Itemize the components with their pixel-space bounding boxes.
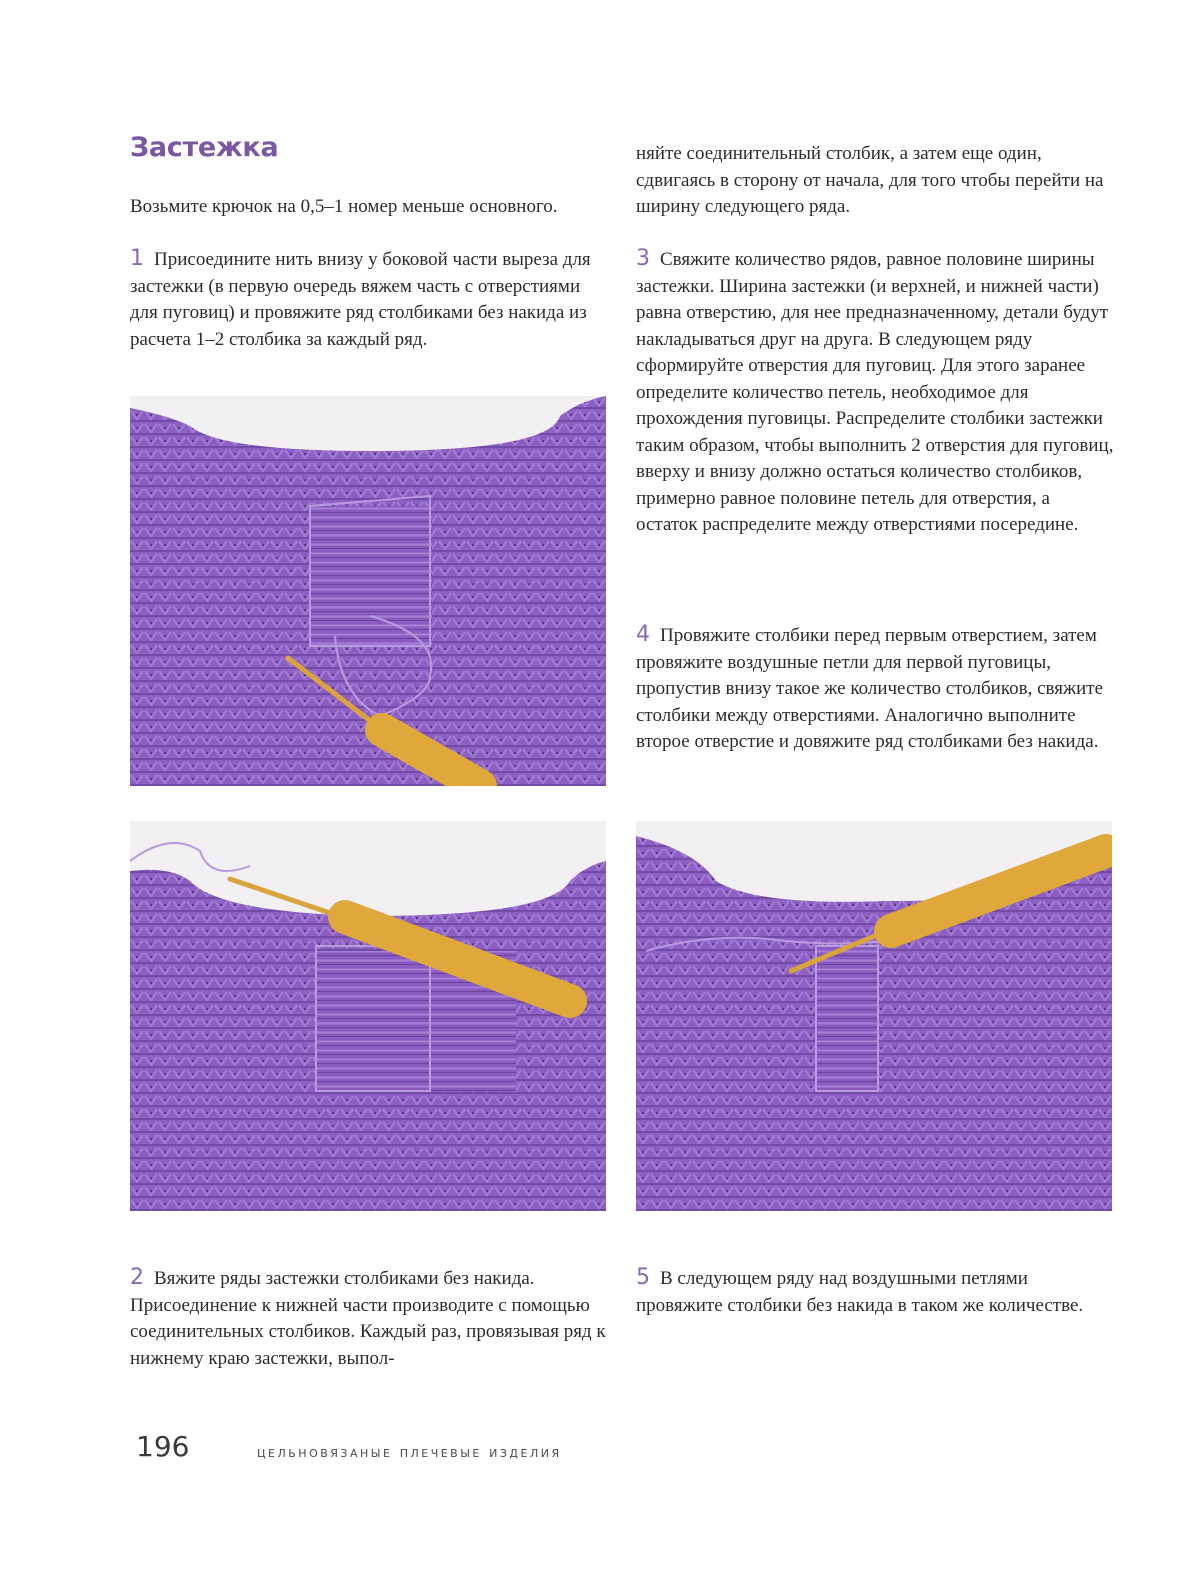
step-text: В следующем ряду над воздушными петлями провяжите столбики без накида в таком же количестве. (636, 1268, 1084, 1316)
step-2 (130, 1265, 608, 1372)
step-text: Присоедините нить внизу у боковой части выреза для застежки (в первую очередь вяжем часть с отверстиями для пуговиц) и провяжите ряд столбиками без накида из расчета 1–2 столбика за каждый ряд. (130, 249, 591, 350)
step-text: Провяжите столбики перед первым отверстием, затем провяжите воздушные петли для первой пуговицы, пропустив внизу такое же количество столбиков, свяжите столбики между отверстиями. Аналогично выполните второе отверстие и довяжите ряд столбиками без накида. (636, 625, 1104, 752)
photo-step-3 (636, 821, 1112, 1211)
step-number: 2 (130, 1265, 144, 1290)
step-3 (636, 246, 1114, 539)
section-heading: Застежка (130, 132, 279, 163)
step-number: 5 (636, 1265, 650, 1290)
step-1 (130, 246, 608, 353)
running-footer-title: цельновязаные плечевые изделия (257, 1443, 562, 1461)
photo-step-2 (130, 821, 606, 1211)
page-number: 196 (136, 1430, 190, 1463)
step-text: Вяжите ряды застежки столбиками без накида. Присоединение к нижней части производите с помощью соединительных столбиков. Каждый раз, провязывая ряд к нижнему краю застежки, выпол- (130, 1268, 606, 1369)
intro-text: Возьмите крючок на 0,5–1 номер меньше основного. (130, 196, 558, 217)
step-4 (636, 622, 1114, 756)
step-number: 3 (636, 246, 650, 271)
step-number: 1 (130, 246, 144, 271)
step-number: 4 (636, 622, 650, 647)
step-5 (636, 1265, 1114, 1319)
step-text: Свяжите количество рядов, равное половине ширины застежки. Ширина застежки (и верхней, и нижней части) равна отверстию, для нее предназначенному, детали будут накладываться друг на друга. В следующем ряду сформируйте отверстия для пуговиц. Для этого заранее определите количество петель, необходимое для прохождения пуговицы. Распределите столбики застежки таким образом, чтобы выполнить 2 отверстия для пуговиц, вверху и внизу должно остаться количество столбиков, примерно равное половине петель для отверстия, а остаток распределите между отверстиями посередине. (636, 249, 1114, 535)
photo-step-1 (130, 396, 606, 786)
column-continuation: няйте соединительный столбик, а затем еще один, сдвигаясь в сторону от начала, для того чтобы перейти на ширину следующего ряда. (636, 143, 1104, 217)
